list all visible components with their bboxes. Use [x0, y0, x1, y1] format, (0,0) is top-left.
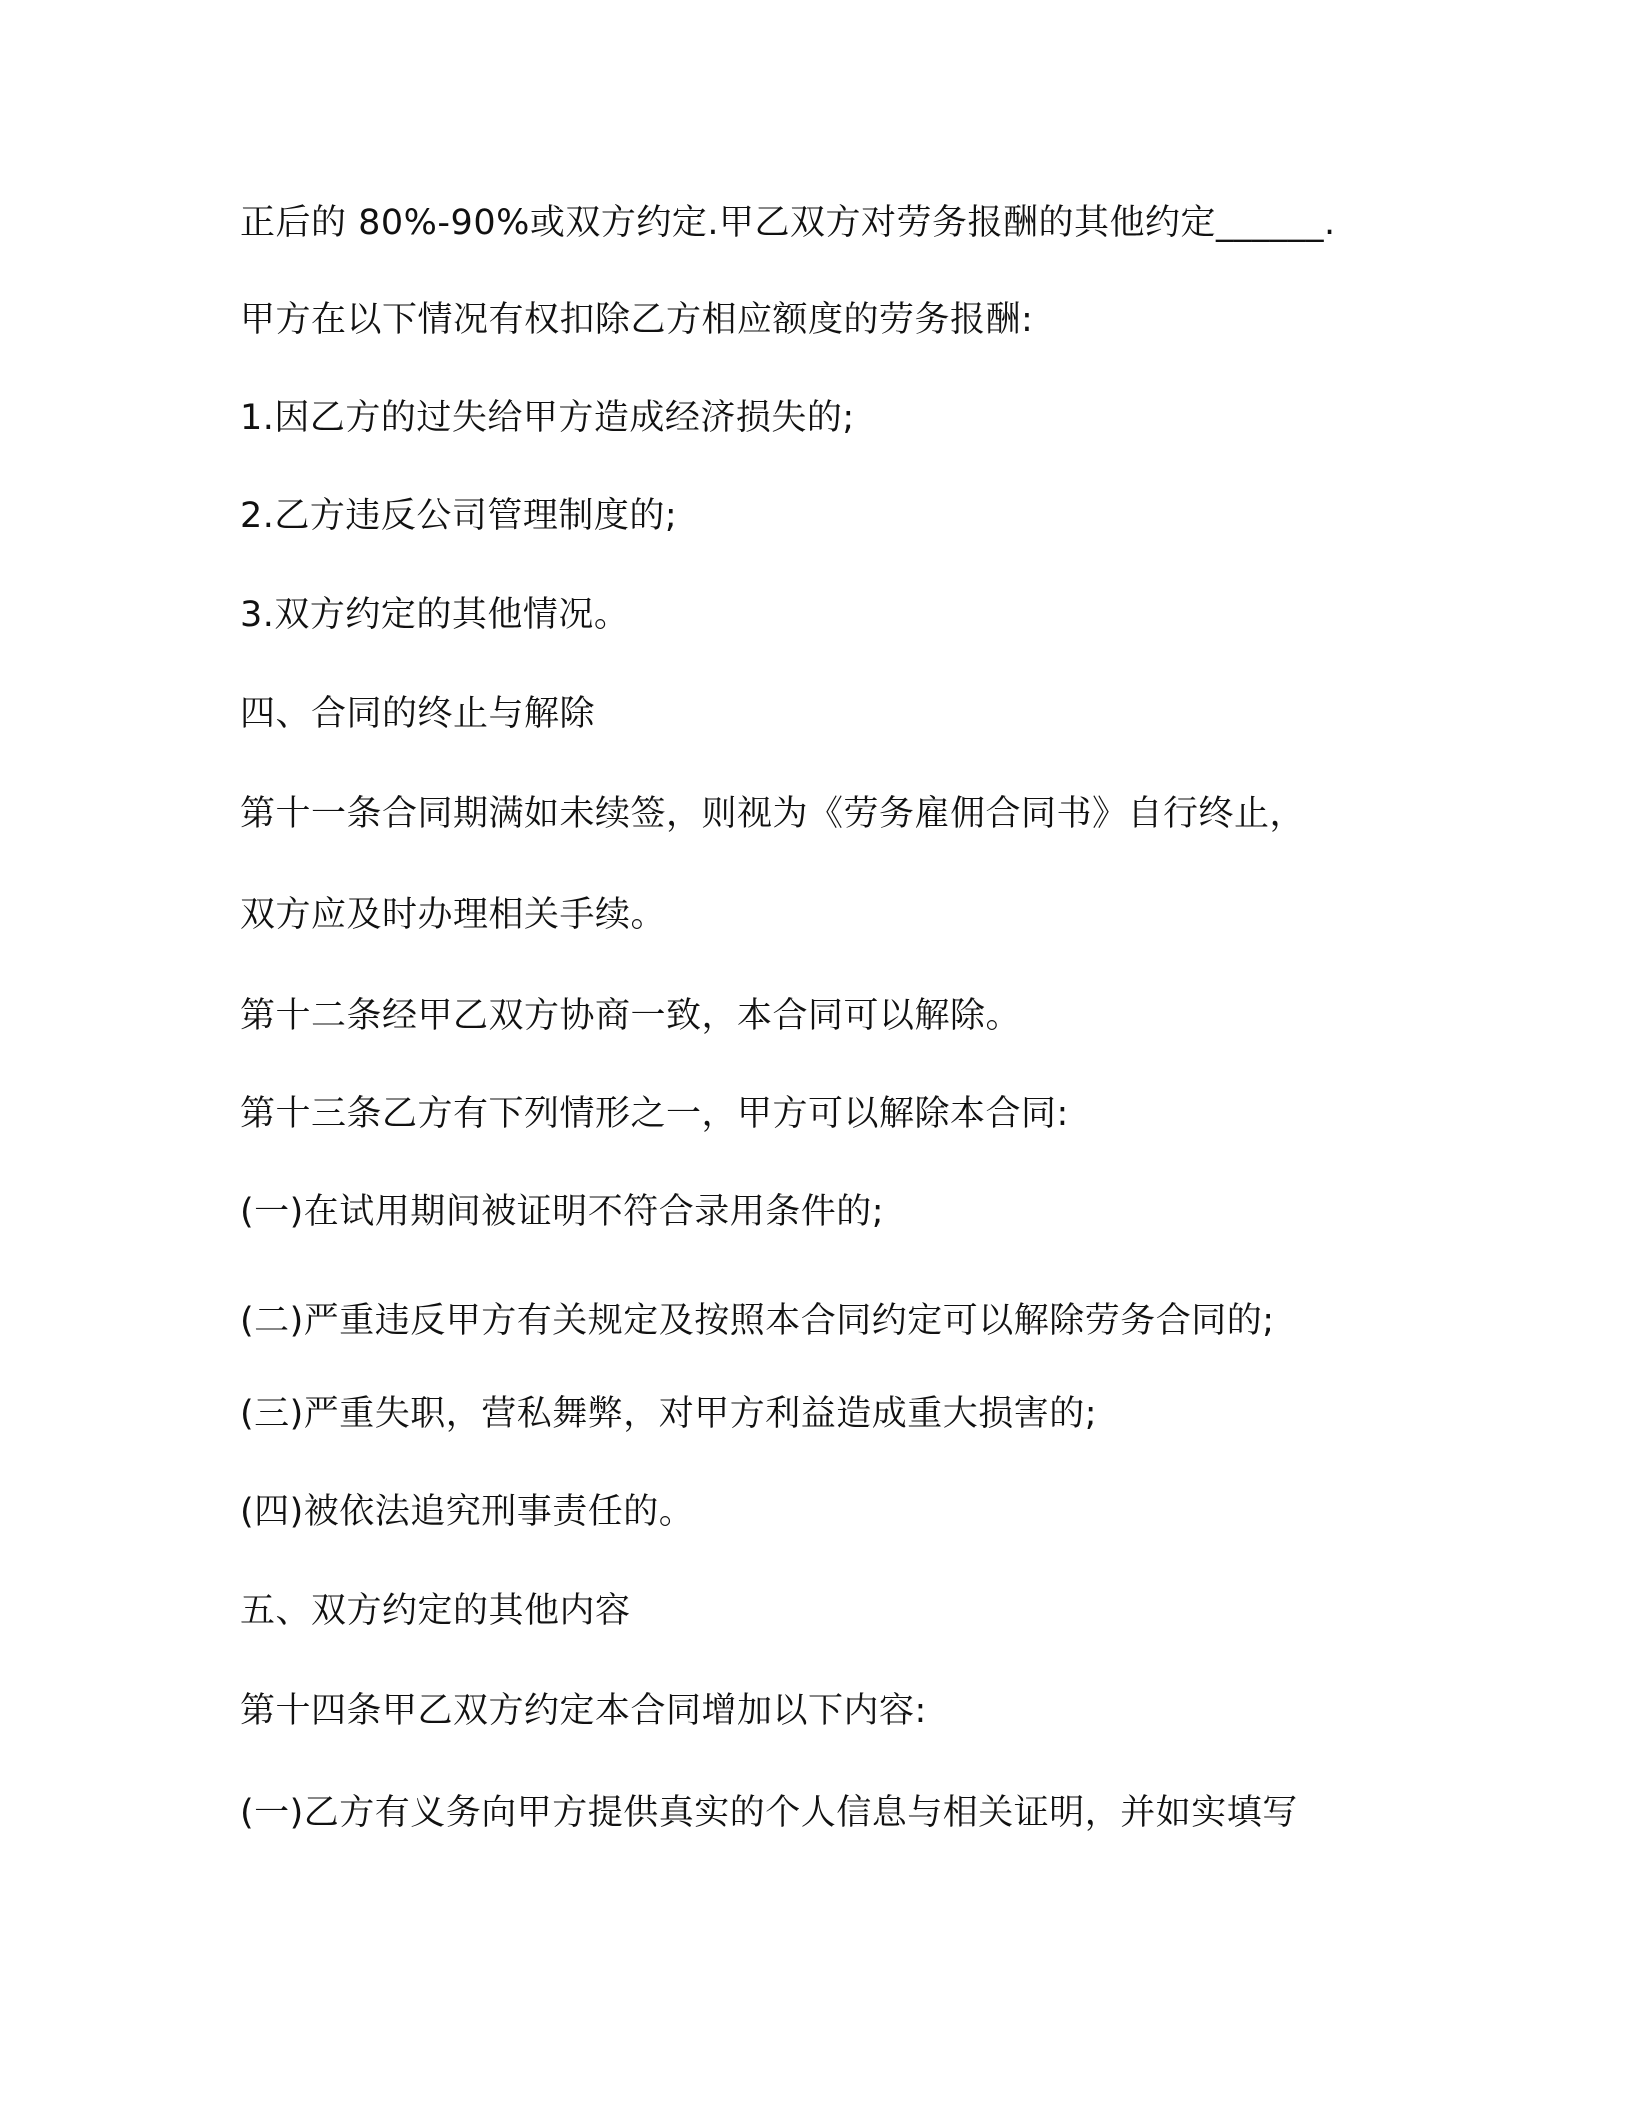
text-line: 第十二条经甲乙双方协商一致，本合同可以解除。 [240, 996, 1022, 1036]
text-line: 第十一条合同期满如未续签，则视为《劳务雇佣合同书》自行终止， [240, 794, 1306, 834]
text-line: 第十三条乙方有下列情形之一，甲方可以解除本合同: [240, 1094, 1069, 1134]
text-line: 正后的 80%-90%或双方约定.甲乙双方对劳务报酬的其他约定______. [240, 203, 1336, 243]
list-item: 1.因乙方的过失给甲方造成经济损失的; [240, 398, 855, 438]
list-item: (四)被依法追究刑事责任的。 [240, 1492, 695, 1532]
list-item: (三)严重失职，营私舞弊，对甲方利益造成重大损害的; [240, 1394, 1098, 1434]
text-line: 第十四条甲乙双方约定本合同增加以下内容: [240, 1691, 927, 1731]
list-item: 2.乙方违反公司管理制度的; [240, 496, 678, 536]
list-item: 3.双方约定的其他情况。 [240, 595, 630, 635]
list-item: (一)在试用期间被证明不符合录用条件的; [240, 1192, 885, 1232]
text-line: 甲方在以下情况有权扣除乙方相应额度的劳务报酬: [240, 300, 1034, 340]
section-heading: 五、双方约定的其他内容 [240, 1591, 631, 1631]
list-item: (二)严重违反甲方有关规定及按照本合同约定可以解除劳务合同的; [240, 1301, 1275, 1341]
section-heading: 四、合同的终止与解除 [240, 694, 596, 734]
text-line: 双方应及时办理相关手续。 [240, 895, 667, 935]
list-item: (一)乙方有义务向甲方提供真实的个人信息与相关证明，并如实填写 [240, 1793, 1298, 1833]
